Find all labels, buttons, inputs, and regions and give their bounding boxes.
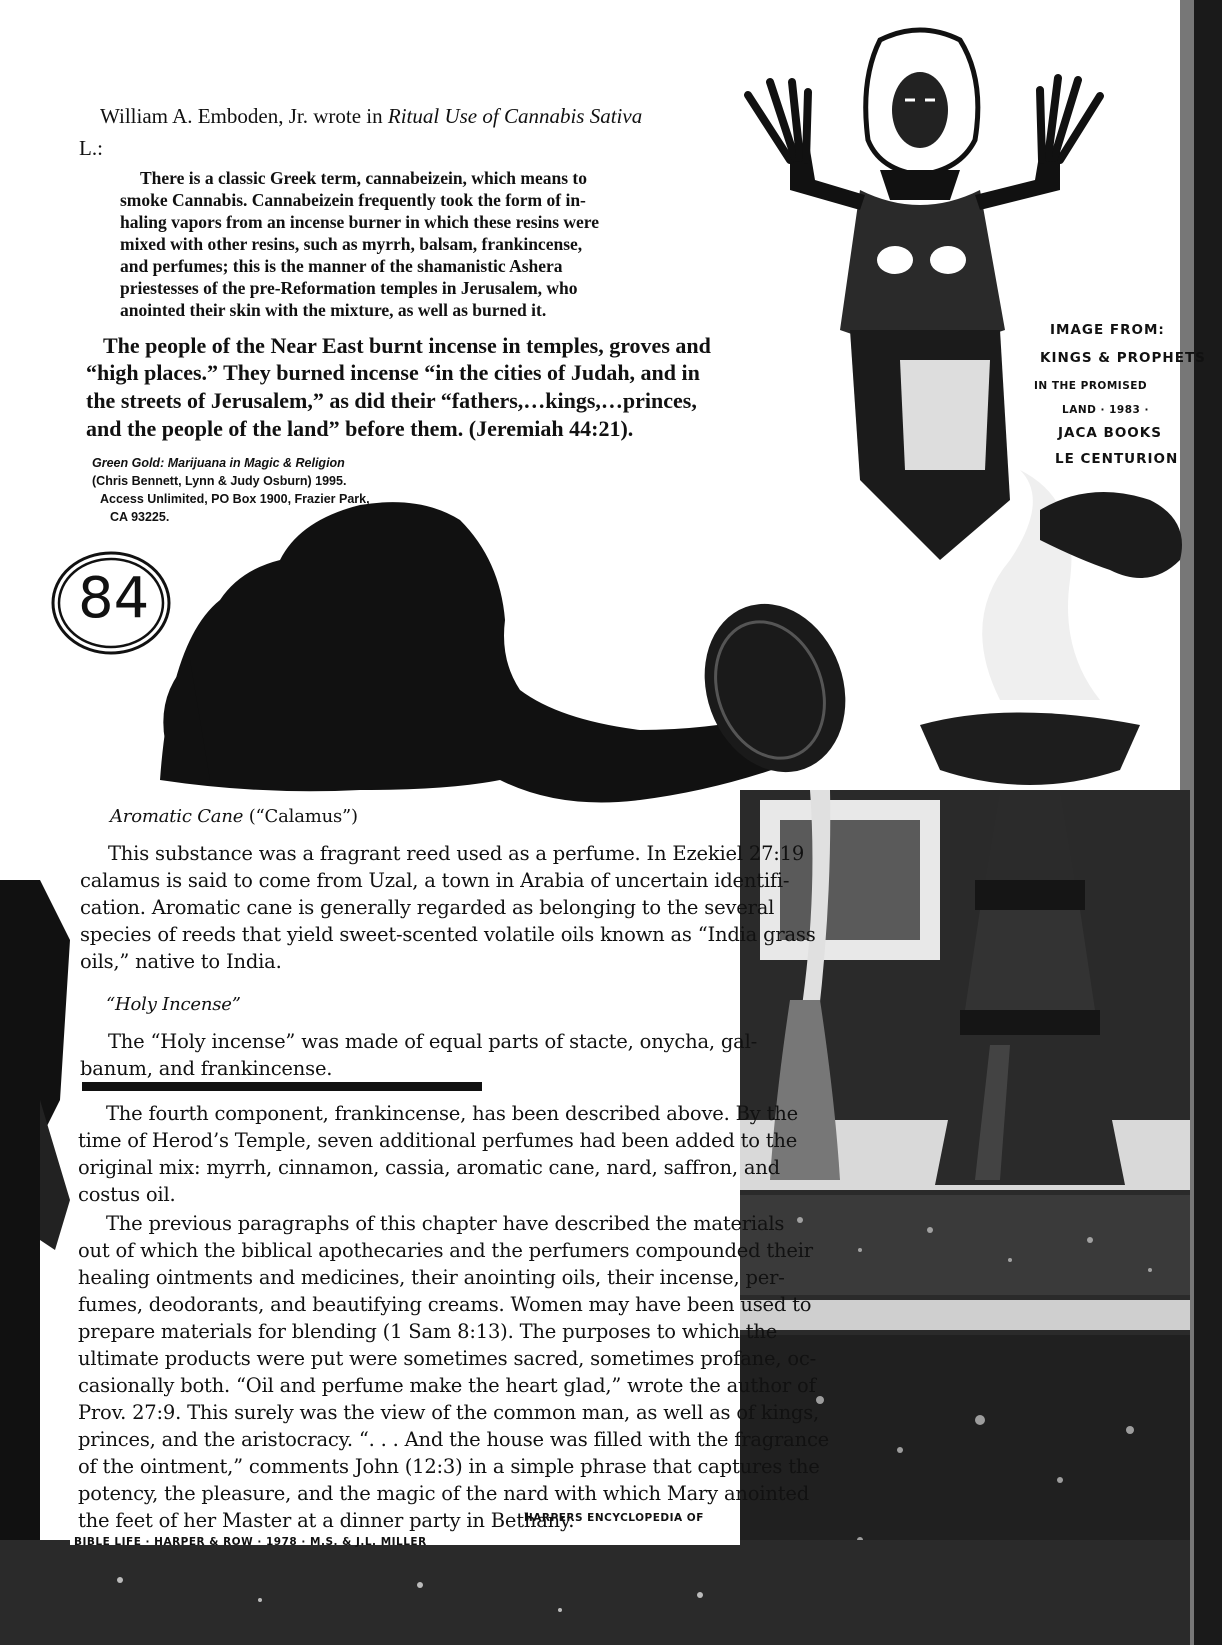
paragraph-line: This substance was a fragrant reed used as a perfume. In Ezekiel 27:19 (108, 842, 805, 865)
credit-line: (Chris Bennett, Lynn & Judy Osburn) 1995. (92, 474, 347, 488)
image-credit-line: IN THE PROMISED (1034, 380, 1148, 392)
paragraph-line: “high places.” They burned incense “in the cities of Judah, and in (86, 360, 700, 385)
image-credit-line: IMAGE FROM: (1050, 322, 1165, 338)
paragraph-line: and the people of the land” before them. (Jeremiah 44:21). (86, 416, 634, 441)
intro-line: William A. Emboden, Jr. wrote in Ritual Use of Cannabis Sativa (100, 104, 643, 128)
paragraph-line: The people of the Near East burnt incense in temples, groves and (103, 333, 711, 358)
paragraph-line: oils,” native to India. (80, 950, 282, 973)
paragraph-line: casionally both. “Oil and perfume make the heart glad,” wrote the author of (78, 1374, 816, 1397)
quote-line: priestesses of the pre-Reformation temples in Jerusalem, who (120, 278, 578, 298)
paragraph-line: prepare materials for blending (1 Sam 8:13). The purposes to which the (78, 1320, 778, 1343)
quote-line: and perfumes; this is the manner of the shamanistic Ashera (120, 256, 563, 276)
paragraph-line: the streets of Jerusalem,” as did their “fathers,…kings,…princes, (86, 388, 697, 413)
image-credit-line: LE CENTURION (1055, 451, 1179, 467)
page-number: 84 (78, 566, 150, 631)
paragraph-line: The previous paragraphs of this chapter have described the materials (106, 1212, 785, 1235)
intro-line-2: L.: (79, 136, 103, 160)
quote-line: smoke Cannabis. Cannabeizein frequently took the form of in- (120, 190, 586, 210)
paragraph-line: Prov. 27:9. This surely was the view of the common man, as well as of kings, (78, 1401, 820, 1424)
credit-title: Green Gold: Marijuana in Magic & Religion (92, 456, 345, 470)
holy-incense-heading: “Holy Incense” (106, 994, 241, 1015)
paragraph-line: fumes, deodorants, and beautifying creams. Women may have been used to (78, 1293, 812, 1316)
paragraph-line: potency, the pleasure, and the magic of the nard with which Mary anointed (78, 1482, 809, 1505)
paragraph-line: The “Holy incense” was made of equal parts of stacte, onycha, gal- (108, 1030, 758, 1053)
bottom-credit-line: BIBLE LIFE · HARPER & ROW · 1978 · M.S. & J.L. MILLER (74, 1536, 427, 1548)
paragraph-line: out of which the biblical apothecaries and the perfumers compounded their (78, 1239, 813, 1262)
paragraph-line: time of Herod’s Temple, seven additional perfumes had been added to the (78, 1129, 798, 1152)
image-credit-line: LAND · 1983 · (1062, 404, 1149, 416)
paragraph-line: banum, and frankincense. (80, 1057, 333, 1080)
paragraph-line: costus oil. (78, 1183, 176, 1206)
divider-rule (82, 1082, 482, 1091)
bottom-credit-inline: HARPERS ENCYCLOPEDIA OF (524, 1512, 704, 1524)
quote-line: anointed their skin with the mixture, as well as burned it. (120, 300, 547, 320)
credit-line: Access Unlimited, PO Box 1900, Frazier Park, (100, 492, 370, 506)
paragraph-line: princes, and the aristocracy. “. . . And the house was filled with the fragrance (78, 1428, 830, 1451)
credit-line: CA 93225. (110, 510, 170, 524)
paragraph-line: ultimate products were put were sometimes sacred, sometimes profane, oc- (78, 1347, 816, 1370)
paragraph-line: calamus is said to come from Uzal, a town in Arabia of uncertain identifi- (80, 869, 790, 892)
paragraph-line: The fourth component, frankincense, has been described above. By the (106, 1102, 798, 1125)
quote-line: haling vapors from an incense burner in which these resins were (120, 212, 600, 232)
paragraph-line: original mix: myrrh, cinnamon, cassia, aromatic cane, nard, saffron, and (78, 1156, 780, 1179)
paragraph-line: of the ointment,” comments John (12:3) in a simple phrase that captures the (78, 1455, 820, 1478)
paragraph-line: the feet of her Master at a dinner party in Bethany. (78, 1509, 575, 1532)
paragraph-line: healing ointments and medicines, their anointing oils, their incense, per- (78, 1266, 785, 1289)
quote-line: mixed with other resins, such as myrrh, balsam, frankincense, (120, 234, 583, 254)
paragraph-line: species of reeds that yield sweet-scented volatile oils known as “India grass (80, 923, 816, 946)
quote-line: There is a classic Greek term, cannabeizein, which means to (140, 168, 588, 188)
calamus-heading: Aromatic Cane (“Calamus”) (110, 806, 358, 827)
paragraph-line: cation. Aromatic cane is generally regarded as belonging to the several (80, 896, 775, 919)
image-credit-line: KINGS & PROPHETS (1040, 350, 1206, 366)
image-credit-line: JACA BOOKS (1058, 425, 1162, 441)
